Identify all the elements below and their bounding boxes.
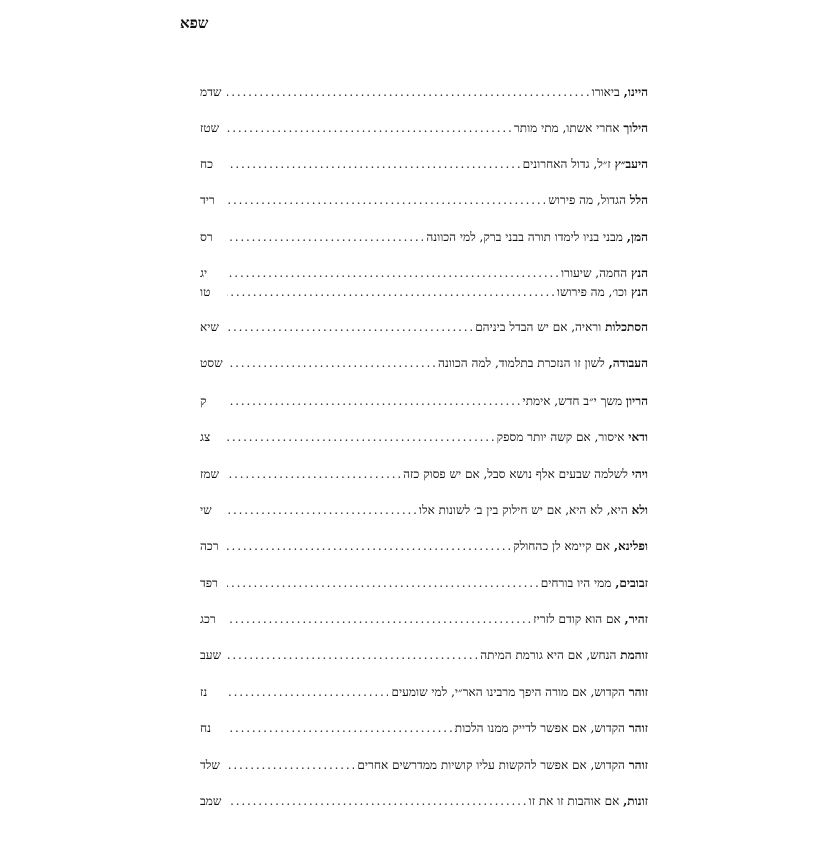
index-entry xyxy=(200,720,648,736)
entry-description: וראיה, אם יש הבדל ביניהם xyxy=(475,320,602,334)
dot-leader xyxy=(227,192,545,208)
entry-description: אם הוא קודם לזריז xyxy=(533,612,621,626)
dot-leader xyxy=(227,120,511,136)
entry-page-ref: שסט xyxy=(200,356,223,370)
entry-page-ref: נז xyxy=(200,685,208,699)
index-entry xyxy=(200,355,648,371)
entry-term: זוהר xyxy=(628,685,648,699)
entry-description: אחרי אשתו, מתי מותר xyxy=(513,121,620,135)
dot-leader xyxy=(227,156,520,172)
index-entry xyxy=(200,393,648,409)
entry-page-ref: רס xyxy=(200,230,213,244)
index-entry xyxy=(200,265,648,281)
index-entry xyxy=(200,538,648,554)
entry-term: הנץ xyxy=(630,266,648,280)
dot-leader xyxy=(227,720,452,736)
entry-term: הסתכלות xyxy=(605,320,648,334)
entry-page-ref: שדמ xyxy=(200,85,222,99)
entry-term: ויהי xyxy=(631,467,648,481)
entry-page-ref: שיא xyxy=(200,320,219,334)
dot-leader xyxy=(227,265,558,281)
dot-leader xyxy=(227,393,520,409)
entry-page-ref: רכה xyxy=(200,539,219,553)
entry-description: ז״ל, גדול האחרונים xyxy=(522,157,611,171)
entry-description: משך י״ב חדש, אימתי xyxy=(522,394,623,408)
index-entry xyxy=(200,611,648,627)
index-entry xyxy=(200,757,648,773)
entry-page-ref: כח xyxy=(200,157,213,171)
entry-term: היעב״ץ xyxy=(614,157,648,171)
entry-description: ביאורו xyxy=(591,85,620,99)
index-entry xyxy=(200,466,648,482)
entry-page-ref: יג xyxy=(200,266,208,280)
entry-term: העבודה, xyxy=(608,356,648,370)
dot-leader xyxy=(227,793,526,809)
entry-description: וכו׳, מה פירושו xyxy=(556,285,628,299)
entry-term: הילוך xyxy=(623,121,648,135)
entry-description: אם אוהבות זו את זו xyxy=(528,794,620,808)
dot-leader xyxy=(227,757,354,773)
dot-leader xyxy=(227,538,510,554)
entry-page-ref: טו xyxy=(200,285,211,299)
dot-leader xyxy=(227,229,423,245)
dot-leader xyxy=(227,429,494,445)
entry-description: ממי היו בורחים xyxy=(540,576,612,590)
dot-leader xyxy=(227,575,538,591)
entry-page-ref: ק xyxy=(200,394,207,408)
entry-page-ref: שמז xyxy=(200,467,219,481)
entry-description: הקדוש, אם אפשר לדייק ממנו הלכות xyxy=(454,721,625,735)
entry-term: ופלינא, xyxy=(613,539,648,553)
index-entry xyxy=(200,229,648,245)
entry-description: הגדול, מה פירוש xyxy=(548,193,627,207)
entry-description: איסור, אם קשה יותר מספק xyxy=(496,430,625,444)
entry-description: לשלמה שבעים אלף נושא סבל, אם יש פסוק כזה xyxy=(403,467,628,481)
index-entry xyxy=(200,120,648,136)
index-entry xyxy=(200,684,648,700)
entry-description: אם קיימא לן כהחולק xyxy=(513,539,611,553)
entry-description: החמה, שיעורו xyxy=(560,266,628,280)
dot-leader xyxy=(227,355,435,371)
page-number: שפא xyxy=(180,14,209,32)
index-entry xyxy=(200,429,648,445)
entry-term: זוהר xyxy=(628,758,648,772)
index-entry xyxy=(200,84,648,100)
dot-leader xyxy=(227,611,530,627)
dot-leader xyxy=(227,466,400,482)
entry-description: היא, לא היא, אם יש חילוק בין ב׳ לשונות אלו xyxy=(418,503,628,517)
index-entry xyxy=(200,502,648,518)
entry-description: הקדוש, אם מורה היפך מרבינו האר״י, למי שומעים xyxy=(391,685,625,699)
entry-page-ref: רכג xyxy=(200,612,216,626)
index-entry xyxy=(200,575,648,591)
entry-term: המן, xyxy=(626,230,648,244)
entry-page-ref: שעב xyxy=(200,648,222,662)
entry-term: זוהמת xyxy=(620,648,648,662)
entry-term: ודאי xyxy=(628,430,648,444)
entry-page-ref: רפד xyxy=(200,576,218,590)
dot-leader xyxy=(227,319,472,335)
index-entry xyxy=(200,319,648,335)
index-entry xyxy=(200,284,648,300)
entry-term: זבובים, xyxy=(615,576,648,590)
entry-term: הלל xyxy=(629,193,648,207)
entry-page-ref: צג xyxy=(200,430,211,444)
entry-description: הנחש, אם היא גורמת המיתה xyxy=(480,648,617,662)
entry-page-ref: ריד xyxy=(200,193,215,207)
entry-description: לשון זו הנזכרת בתלמוד, למה הכוונה xyxy=(437,356,605,370)
entry-term: ולא xyxy=(631,503,648,517)
entry-page-ref: שלד xyxy=(200,758,220,772)
entry-term: הנץ xyxy=(630,285,648,299)
dot-leader xyxy=(227,684,388,700)
entry-term: הריון xyxy=(625,394,648,408)
dot-leader xyxy=(227,647,477,663)
dot-leader xyxy=(227,502,416,518)
entry-description: מבני בניו לימדו תורה בבני ברק, למי הכוונה xyxy=(426,230,623,244)
entry-page-ref: שי xyxy=(200,503,212,517)
dot-leader xyxy=(227,284,554,300)
entry-term: זונות, xyxy=(623,794,648,808)
entry-page-ref: שטז xyxy=(200,121,220,135)
index-entry xyxy=(200,156,648,172)
entry-term: היינו, xyxy=(623,85,648,99)
index-entry xyxy=(200,192,648,208)
entry-description: הקדוש, אם אפשר להקשות עליו קושיות ממדרשים אחרים xyxy=(357,758,625,772)
entry-term: זהיר, xyxy=(624,612,648,626)
entry-term: זוהר xyxy=(628,721,648,735)
dot-leader xyxy=(227,84,589,100)
entry-page-ref: שמב xyxy=(200,794,222,808)
entry-page-ref: נח xyxy=(200,721,212,735)
index-entry xyxy=(200,793,648,809)
index-entry xyxy=(200,647,648,663)
